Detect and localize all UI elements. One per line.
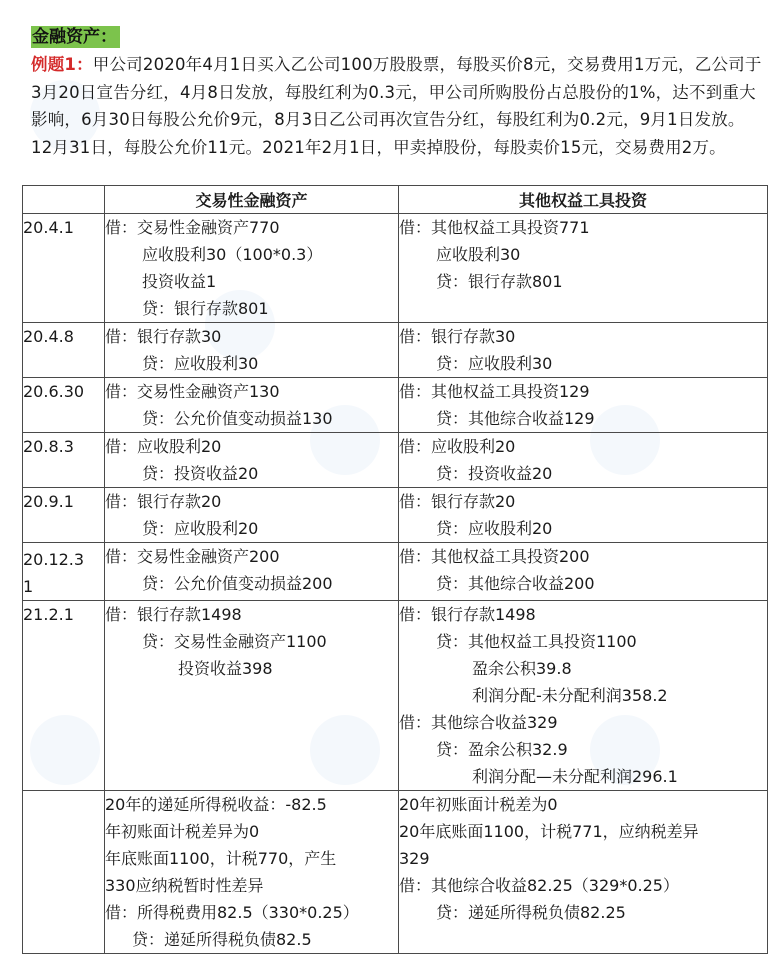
entry-line: 贷：其他权益工具投资1100 [436,632,637,651]
entry-line: 利润分配—未分配利润296.1 [472,767,678,786]
example-text: 甲公司2020年4月1日买入乙公司100万股股票，每股买价8元，交易费用1万元，乙公司于3月20日宣告分红，4月8日发放，每股红利为0.3元，甲公司所购股份占总股份的1%，达不到重大影响，6月30日每股公允价9元，8月3日乙公司再次宣告分红，每股红利为0.2元，9月1日发放。12月31日，每股公允价11元。2021年2月1日，甲卖掉股份，每股卖价15元，交易费用2万。 [31,55,762,157]
entry-line: 贷：应收股利30 [436,354,553,373]
entry-line: 20年底账面1100，计税771，应纳税差异 [399,822,699,841]
example-problem [31,51,766,161]
entry-line: 借：应收股利20 [105,437,222,456]
table-row [23,601,768,791]
entry-line: 借：银行存款1498 [105,605,242,624]
entry-line: 借：银行存款30 [399,327,516,346]
entry-line: 借：其他权益工具投资771 [399,218,590,237]
entry-line: 贷：交易性金融资产1100 [142,632,327,651]
entry-line: 贷：银行存款801 [142,299,269,318]
entry-line: 贷：其他综合收益129 [436,409,595,428]
header-trading-financial-assets: 交易性金融资产 [105,186,399,214]
entry-line: 借：交易性金融资产130 [105,382,280,401]
table-row [23,378,768,433]
example-label: 例题1： [31,55,93,74]
entry-line: 投资收益398 [178,659,273,678]
entry-line: 应收股利30 [436,245,521,264]
trading-entry [105,601,399,791]
entry-line: 借：银行存款30 [105,327,222,346]
table-row [23,323,768,378]
entry-line: 329 [399,849,430,868]
entry-line: 贷：投资收益20 [142,464,259,483]
entry-line: 借：交易性金融资产770 [105,218,280,237]
row-date: 20.9.1 [23,488,105,543]
row-date: 20.6.30 [23,378,105,433]
entry-line: 盈余公积39.8 [472,659,572,678]
journal-entries-table [22,185,768,954]
entry-line: 贷：公允价值变动损益130 [142,409,333,428]
other-equity-entry [399,214,768,323]
entry-line: 借：其他权益工具投资200 [399,547,590,566]
entry-line: 年初账面计税差异为0 [105,822,260,841]
trading-entry [105,433,399,488]
date-line: 1 [23,577,34,596]
entry-line: 贷：公允价值变动损益200 [142,574,333,593]
row-date [23,791,105,954]
entry-line: 年底账面1100，计税770，产生 [105,849,337,868]
header-date [23,186,105,214]
other-equity-entry [399,601,768,791]
entry-line: 贷：银行存款801 [436,272,563,291]
section-heading: 金融资产： [31,26,120,48]
row-date: 21.2.1 [23,601,105,791]
other-equity-entry [399,378,768,433]
trading-entry [105,791,399,954]
entry-line: 借：银行存款20 [105,492,222,511]
entry-line: 20年的递延所得税收益：-82.5 [105,795,327,814]
entry-line: 借：银行存款1498 [399,605,536,624]
entry-line: 借：交易性金融资产200 [105,547,280,566]
trading-entry [105,543,399,601]
trading-entry [105,323,399,378]
row-date [23,543,105,601]
entry-line: 借：银行存款20 [399,492,516,511]
other-equity-entry [399,323,768,378]
trading-entry [105,378,399,433]
entry-line: 投资收益1 [142,272,217,291]
entry-line: 贷：盈余公积32.9 [436,740,568,759]
date-line: 20.12.3 [23,550,85,569]
entry-line: 贷：应收股利30 [142,354,259,373]
entry-line: 330应纳税暂时性差异 [105,876,264,895]
table-row [23,791,768,954]
entry-line: 利润分配-未分配利润358.2 [472,686,668,705]
trading-entry [105,488,399,543]
table-header-row [23,186,768,214]
table-row [23,543,768,601]
other-equity-entry [399,791,768,954]
other-equity-entry [399,543,768,601]
other-equity-entry [399,433,768,488]
other-equity-entry [399,488,768,543]
trading-entry [105,214,399,323]
entry-line: 借：应收股利20 [399,437,516,456]
entry-line: 贷：递延所得税负债82.5 [132,930,312,949]
table-row [23,488,768,543]
entry-line: 贷：投资收益20 [436,464,553,483]
entry-line: 借：其他综合收益329 [399,713,558,732]
row-date: 20.4.8 [23,323,105,378]
row-date: 20.4.1 [23,214,105,323]
entry-line: 贷：递延所得税负债82.25 [436,903,626,922]
row-date: 20.8.3 [23,433,105,488]
entry-line: 贷：应收股利20 [142,519,259,538]
entry-line: 借：所得税费用82.5（330*0.25） [105,903,359,922]
table-row [23,433,768,488]
entry-line: 借：其他权益工具投资129 [399,382,590,401]
entry-line: 借：其他综合收益82.25（329*0.25） [399,876,679,895]
entry-line: 20年初账面计税差为0 [399,795,558,814]
entry-line: 贷：其他综合收益200 [436,574,595,593]
header-other-equity-investments: 其他权益工具投资 [399,186,768,214]
entry-line: 贷：应收股利20 [436,519,553,538]
entry-line: 应收股利30（100*0.3） [142,245,323,264]
table-row [23,214,768,323]
